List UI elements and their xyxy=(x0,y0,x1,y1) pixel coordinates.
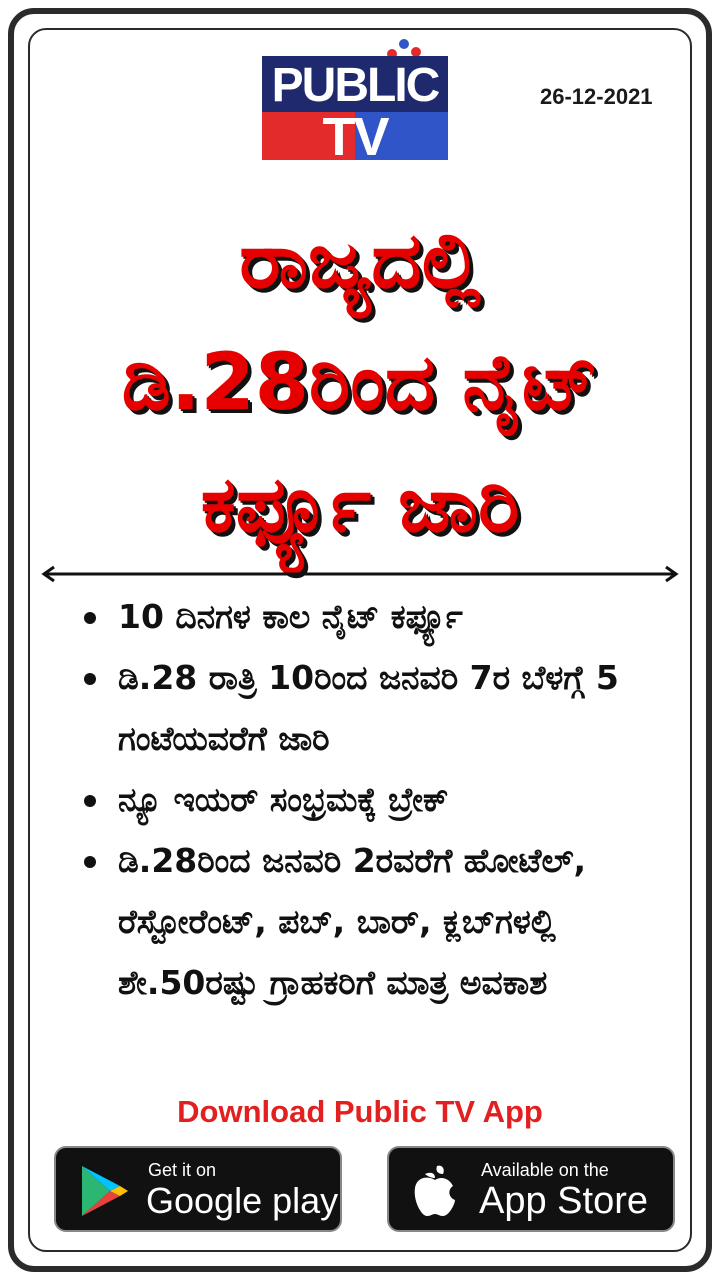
bullet-list xyxy=(84,586,684,1013)
app-store-big-text: App Store xyxy=(479,1180,648,1222)
public-tv-logo xyxy=(262,56,448,167)
google-play-big-text: Google play xyxy=(146,1180,339,1221)
bullet-item-1: 10 ದಿನಗಳ ಕಾಲ ನೈಟ್ ಕರ್ಫ್ಯೂ xyxy=(84,586,684,647)
logo-bottom-band xyxy=(262,107,448,167)
double-arrow-divider-icon xyxy=(40,564,680,584)
google-play-icon xyxy=(74,1162,132,1220)
post-date: 26-12-2021 xyxy=(540,84,653,109)
bullet-item-3: ನ್ಯೂ ಇಯರ್ ಸಂಭ್ರಮಕ್ಕೆ ಬ್ರೇಕ್ xyxy=(84,769,684,830)
bullet-item-4: ಡಿ.28ರಿಂದ ಜನವರಿ 2ರವರೆಗೆ ಹೋಟೆಲ್, ರೆಸ್ಟೋರೆಂಟ್, ಪಬ್, ಬಾರ್, ಕ್ಲಬ್‌ಗಳಲ್ಲಿ ಶೇ.50ರಷ್ಟು ಗ್ರಾಹಕರಿಗೆ ಮಾತ್ರ ಅವಕಾಶ xyxy=(84,830,684,1013)
app-store-small-text: Available on the xyxy=(481,1160,609,1180)
download-app-label: Download Public TV App xyxy=(177,1094,543,1129)
google-play-small-text: Get it on xyxy=(148,1160,217,1180)
logo-text-tv: TV xyxy=(322,107,388,167)
headline-line-3: ಕರ್ಫ್ಯೂ ಜಾರಿ xyxy=(200,460,520,550)
logo-text-public: PUBLIC xyxy=(271,59,439,112)
app-store-button[interactable] xyxy=(387,1146,675,1232)
google-play-button[interactable] xyxy=(54,1146,342,1232)
headline-line-1: ರಾಜ್ಯದಲ್ಲಿ xyxy=(239,216,481,306)
logo-top-band xyxy=(262,56,448,112)
headline xyxy=(30,200,690,566)
bullet-item-2: ಡಿ.28 ರಾತ್ರಿ 10ರಿಂದ ಜನವರಿ 7ರ ಬೆಳಗ್ಗೆ 5 ಗಂಟೆಯವರೆಗೆ ಜಾರಿ xyxy=(84,647,684,769)
apple-icon xyxy=(407,1162,463,1220)
headline-line-2: ಡಿ.28ರಿಂದ ನೈಟ್ xyxy=(121,338,599,428)
